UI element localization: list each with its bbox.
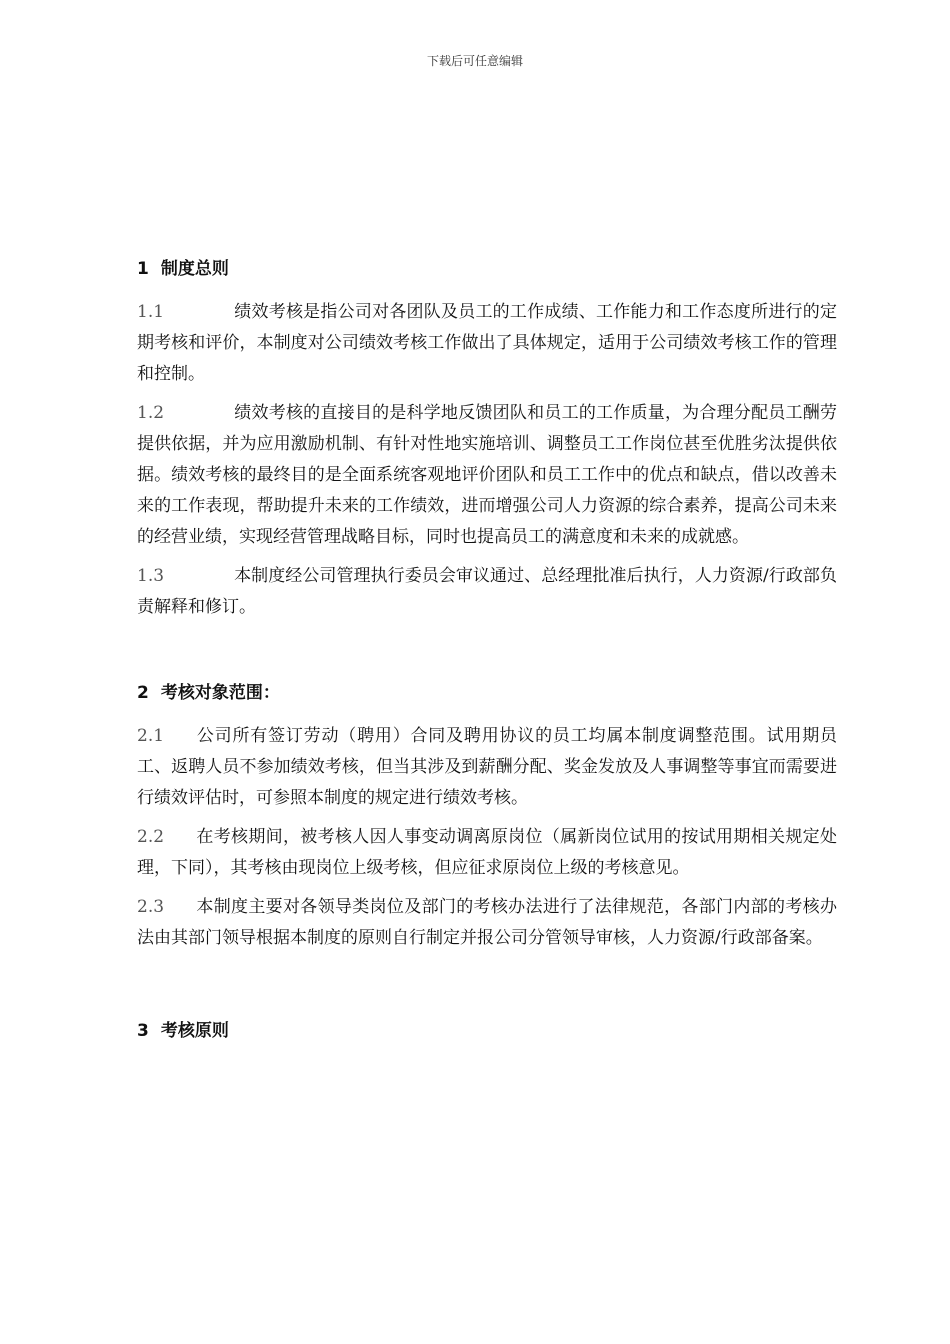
paragraph-text: 本制度主要对各领导类岗位及部门的考核办法进行了法律规范，各部门内部的考核办法由其部门领导根据本制度的原则自行制定并报公司分管领导审核，人力资源/行政部备案。 [137,897,837,948]
paragraph [137,892,837,954]
paragraph-text: 公司所有签订劳动（聘用）合同及聘用协议的员工均属本制度调整范围。试用期员工、返聘人员不参加绩效考核，但当其涉及到薪酬分配、奖金发放及人事调整等事宜而需要进行绩效评估时，可参照本制度的规定进行绩效考核。 [137,726,837,808]
paragraph-number: 2.1 [137,726,165,746]
section-title: 考核原则 [160,1021,229,1041]
section-heading [137,1017,837,1045]
paragraph-text: 在考核期间，被考核人因人事变动调离原岗位（属新岗位试用的按试用期相关规定处理，下同），其考核由现岗位上级考核，但应征求原岗位上级的考核意见。 [137,827,837,878]
section-number: 1 [137,259,149,279]
section-heading [137,255,837,283]
paragraph-number: 2.2 [137,827,165,847]
paragraph [137,822,837,884]
section-title: 制度总则 [160,259,229,279]
paragraph-number: 1.2 [137,403,165,423]
paragraph-text: 本制度经公司管理执行委员会审议通过、总经理批准后执行，人力资源/行政部负责解释和修订。 [137,566,837,617]
page-header: 下载后可任意编辑 [426,54,523,68]
paragraph-text: 绩效考核的直接目的是科学地反馈团队和员工的工作质量，为合理分配员工酬劳提供依据，并为应用激励机制、有针对性地实施培训、调整员工工作岗位甚至优胜劣汰提供依据。绩效考核的最终目的是全面系统客观地评价团队和员工工作中的优点和缺点，借以改善未来的工作表现，帮助提升未来的工作绩效，进而增强公司人力资源的综合素养，提高公司未来的经营业绩，实现经营管理战略目标，同时也提高员工的满意度和未来的成就感。 [137,403,837,547]
section-number: 2 [137,683,149,703]
paragraph [137,721,837,814]
paragraph [137,297,837,390]
paragraph-number: 1.3 [137,566,165,586]
paragraph-number: 2.3 [137,897,165,917]
paragraph [137,398,837,553]
section-title: 考核对象范围： [160,683,280,703]
section-number: 3 [137,1021,149,1041]
paragraph-number: 1.1 [137,302,165,322]
section-heading [137,679,837,707]
document-body [137,255,837,1045]
paragraph [137,561,837,623]
paragraph-text: 绩效考核是指公司对各团队及员工的工作成绩、工作能力和工作态度所进行的定期考核和评价，本制度对公司绩效考核工作做出了具体规定，适用于公司绩效考核工作的管理和控制。 [137,302,837,384]
